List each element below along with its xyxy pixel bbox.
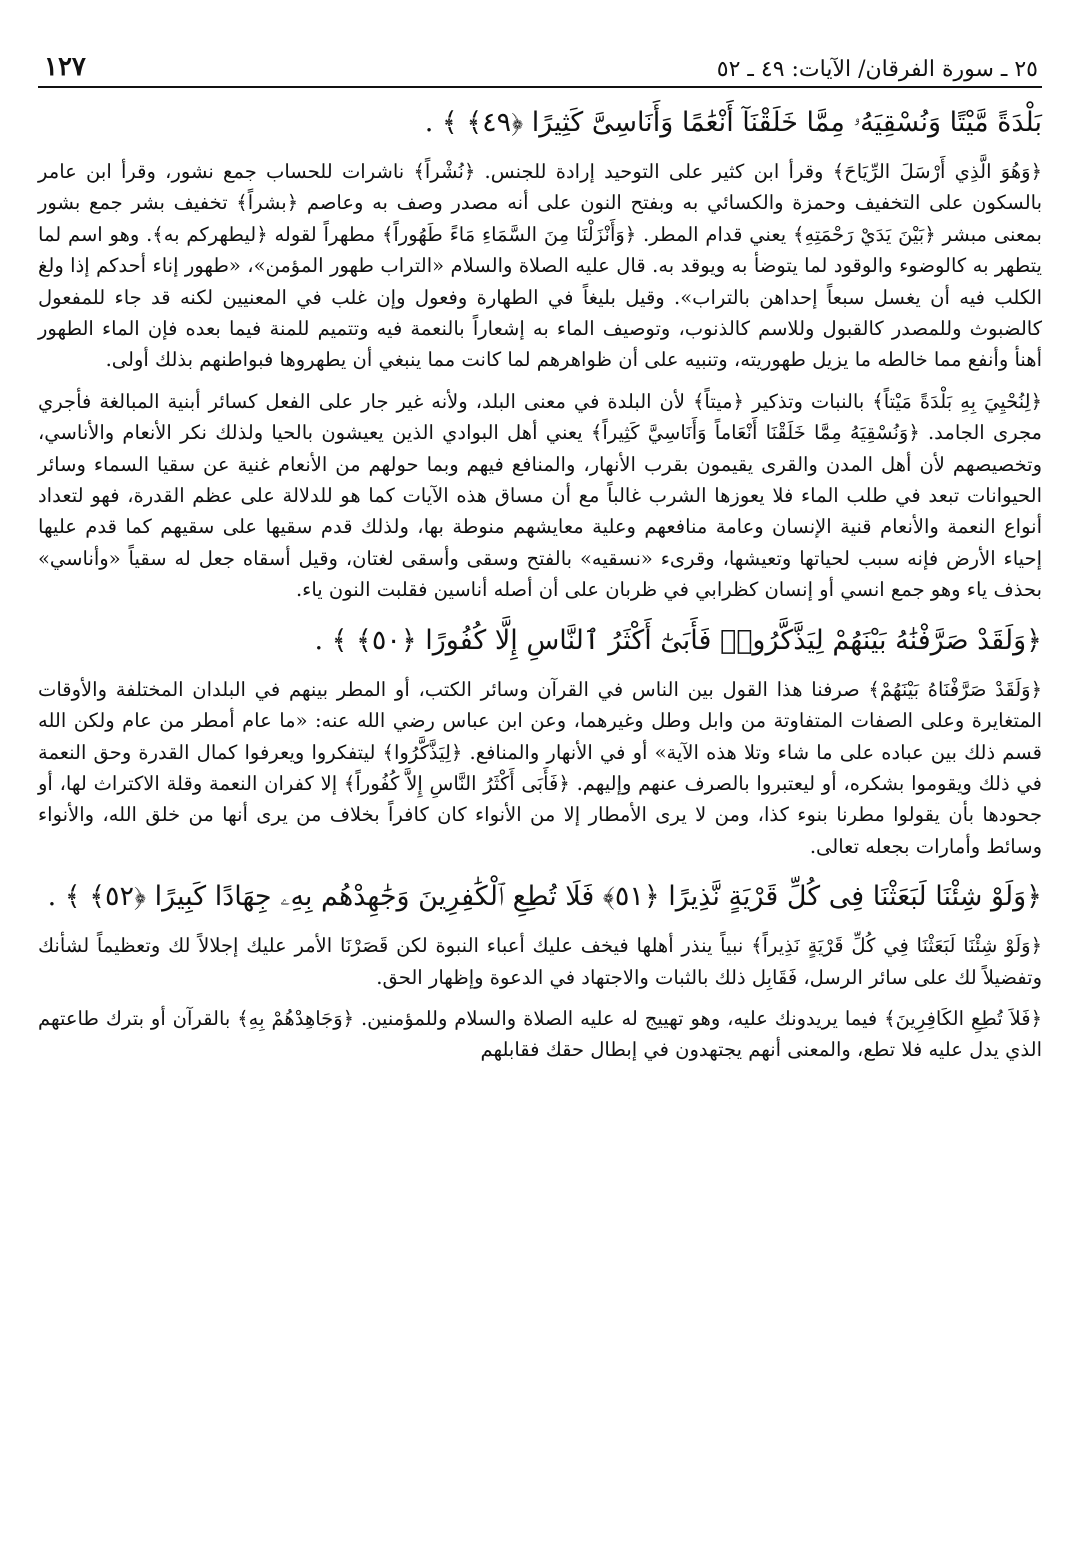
quran-verse-50: ﴿وَلَقَدْ صَرَّفْنَٰهُ بَيْنَهُمْ لِيَذَّكَّرُوا۟ فَأَبَىٰٓ أَكْثَرُ ٱلنَّاسِ إِلَّا كُفُورًا ﴿٥٠﴾ ﴾ . — [314, 624, 1042, 656]
page-number: ١٢٧ — [44, 52, 86, 82]
commentary-paragraph-2: ﴿لِنُحْيِيَ بِهِ بَلْدَةً مَيْتاً﴾ بالنبات وتذكير ﴿ميتاً﴾ لأن البلدة في معنى البلد، ولأنه غير جار على الفعل كسائر أبنية المبالغة فأجري مجرى الجامد. ﴿وَنُسْقِيَهُ مِمَّا خَلَقْنَا أَنْعَاماً وَأَنَاسِيَّ كَثِيراً﴾ يعني أهل البوادي الذين يعيشون بالحيا ولذلك نكر الأنعام والأناسي، وتخصيصهم لأن أهل المدن والقرى يقيمون بقرب الأنهار، والمنافع فيهم وبما حولهم من الأنعام غنية عن سقيا السماء وسائر الحيوانات تبعد في طلب الماء فلا يعوزها الشرب غالباً مع أن مساق هذه الآيات كما هو للدلالة على عظم القدرة، فهو لتعداد أنواع النعمة والأنعام قنية الإنسان وعامة منافعهم وعلية معايشهم منوطة بها، ولذلك قدم سقيها على سقيهم كما قدم عليها إحياء الأرض فإنه سبب لحياتها وتعيشها، وقرىء «نسقيه» بالفتح وسقى وأسقى لغتان، وقيل أسقاه جعل له سقياً «وأناسي» بحذف ياء وهو جمع انسي أو إنسان كظرابي في ظربان على أن أصله أناسين فقلبت النون ياء. — [38, 389, 1042, 602]
commentary-paragraph-4: ﴿وَلَوْ شِئْنَا لَبَعَثْنَا فِي كُلِّ قَرْيَةٍ نَذِيراً﴾ نبياً ينذر أهلها فيخف عليك أعباء النبوة لكن قَصَرْنَا الأمر عليك إجلالاً لك وتعظيماً لشأنك وتفضيلاً لك على سائر الرسل، فَقَابِل ذلك بالثبات والاجتهاد في الدعوة وإظهار الحق. — [38, 934, 1042, 989]
running-header — [38, 42, 1042, 88]
quran-verse-49-end: بَلْدَةً مَّيْتًا وَنُسْقِيَهُۥ مِمَّا خَلَقْنَآ أَنْعَٰمًا وَأَنَاسِىَّ كَثِيرًا ﴿٤٩﴾ ﴾ . — [424, 107, 1042, 138]
commentary-paragraph-3: ﴿وَلَقَدْ صَرَّفْنَاهُ بَيْنَهُمْ﴾ صرفنا هذا القول بين الناس في القرآن وسائر الكتب، أو المطر بينهم في البلدان المختلفة والأوقات المتغايرة وعلى الصفات المتفاوتة من وابل وطل وغيرهما، وعن ابن عباس رضي الله عنه: «ما عام أمطر من عام ولكن الله قسم ذلك بين عباده على ما شاء وتلا هذه الآية» أو في الأنهار والمنافع. ﴿لِيَذَّكَّرُوا﴾ ليتفكروا ويعرفوا كمال القدرة وحق النعمة في ذلك ويقوموا بشكره، أو ليعتبروا بالصرف عنهم وإليهم. ﴿فَأَبَى أَكْثَرُ النَّاسِ إِلاَّ كُفُوراً﴾ إلا كفران النعمة وقلة الاكتراث لها، أو جحودها بأن يقولوا مطرنا بنوء كذا، ومن لا يرى الأمطار إلا من الأنواء كان كافراً بخلاف من يرى أنها من خلق الله، والأنواء وسائط وأمارات بجعله تعالى. — [38, 677, 1042, 858]
quran-verse-51-52: ﴿وَلَوْ شِئْنَا لَبَعَثْنَا فِى كُلِّ قَرْيَةٍ نَّذِيرًا ﴿٥١﴾ فَلَا تُطِعِ ٱلْكَٰفِرِينَ وَجَٰهِدْهُم بِهِۦ جِهَادًا كَبِيرًا ﴿٥٢﴾ ﴾ . — [47, 881, 1042, 913]
commentary-paragraph-1: ﴿وَهُوَ الَّذِي أَرْسَلَ الرِّيَاحَ﴾ وقرأ ابن كثير على التوحيد إرادة للجنس. ﴿نُشْراً﴾ ناشرات للحساب جمع نشور، وقرأ ابن عامر بالسكون على التخفيف وحمزة والكسائي به وبفتح النون على أنه مصدر وصف به وعاصم ﴿بشراً﴾ تخفيف بشر جمع بشور بمعنى مبشر ﴿بَيْنَ يَدَيْ رَحْمَتِهِ﴾ يعني قدام المطر. ﴿وَأَنْزَلْنَا مِنَ السَّمَاءِ مَاءً طَهُوراً﴾ مطهراً لقوله ﴿ليطهركم به﴾. وهو اسم لما يتطهر به كالوضوء والوقود لما يتوضأ به ويوقد به. قال عليه الصلاة والسلام «التراب طهور المؤمن»، «طهور إناء أحدكم إذا ولغ الكلب فيه أن يغسل سبعاً إحداهن بالتراب». وقيل بليغاً في الطهارة وفعول وإن غلب في المعنيين لكنه قد جاء للمفعول كالضبوث وللمصدر كالقبول وللاسم كالذنوب، وتوصيف الماء به إشعاراً بالنعمة فيه وتتميم للمنة فيما بعده فإن الماء الطهور أهنأ وأنفع مما خالطه ما يزيل طهوريته، وتنبيه على أن ظواهرهم لما كانت مما ينبغي أن يطهروها فبواطنهم بذلك أولى. — [38, 160, 1043, 372]
commentary-paragraph-5: ﴿فَلاَ تُطِعِ الكَافِرِينَ﴾ فيما يريدونك عليه، وهو تهييج له عليه الصلاة والسلام وللمؤمنين. ﴿وَجَاهِدْهُمْ بِهِ﴾ بالقرآن أو بترك طاعتهم الذي يدل عليه فلا تطع، والمعنى أنهم يجتهدون في إبطال حقك فقابلهم — [38, 1006, 1042, 1062]
running-title: ٢٥ ـ سورة الفرقان/ الآيات: ٤٩ ـ ٥٢ — [716, 57, 1038, 82]
